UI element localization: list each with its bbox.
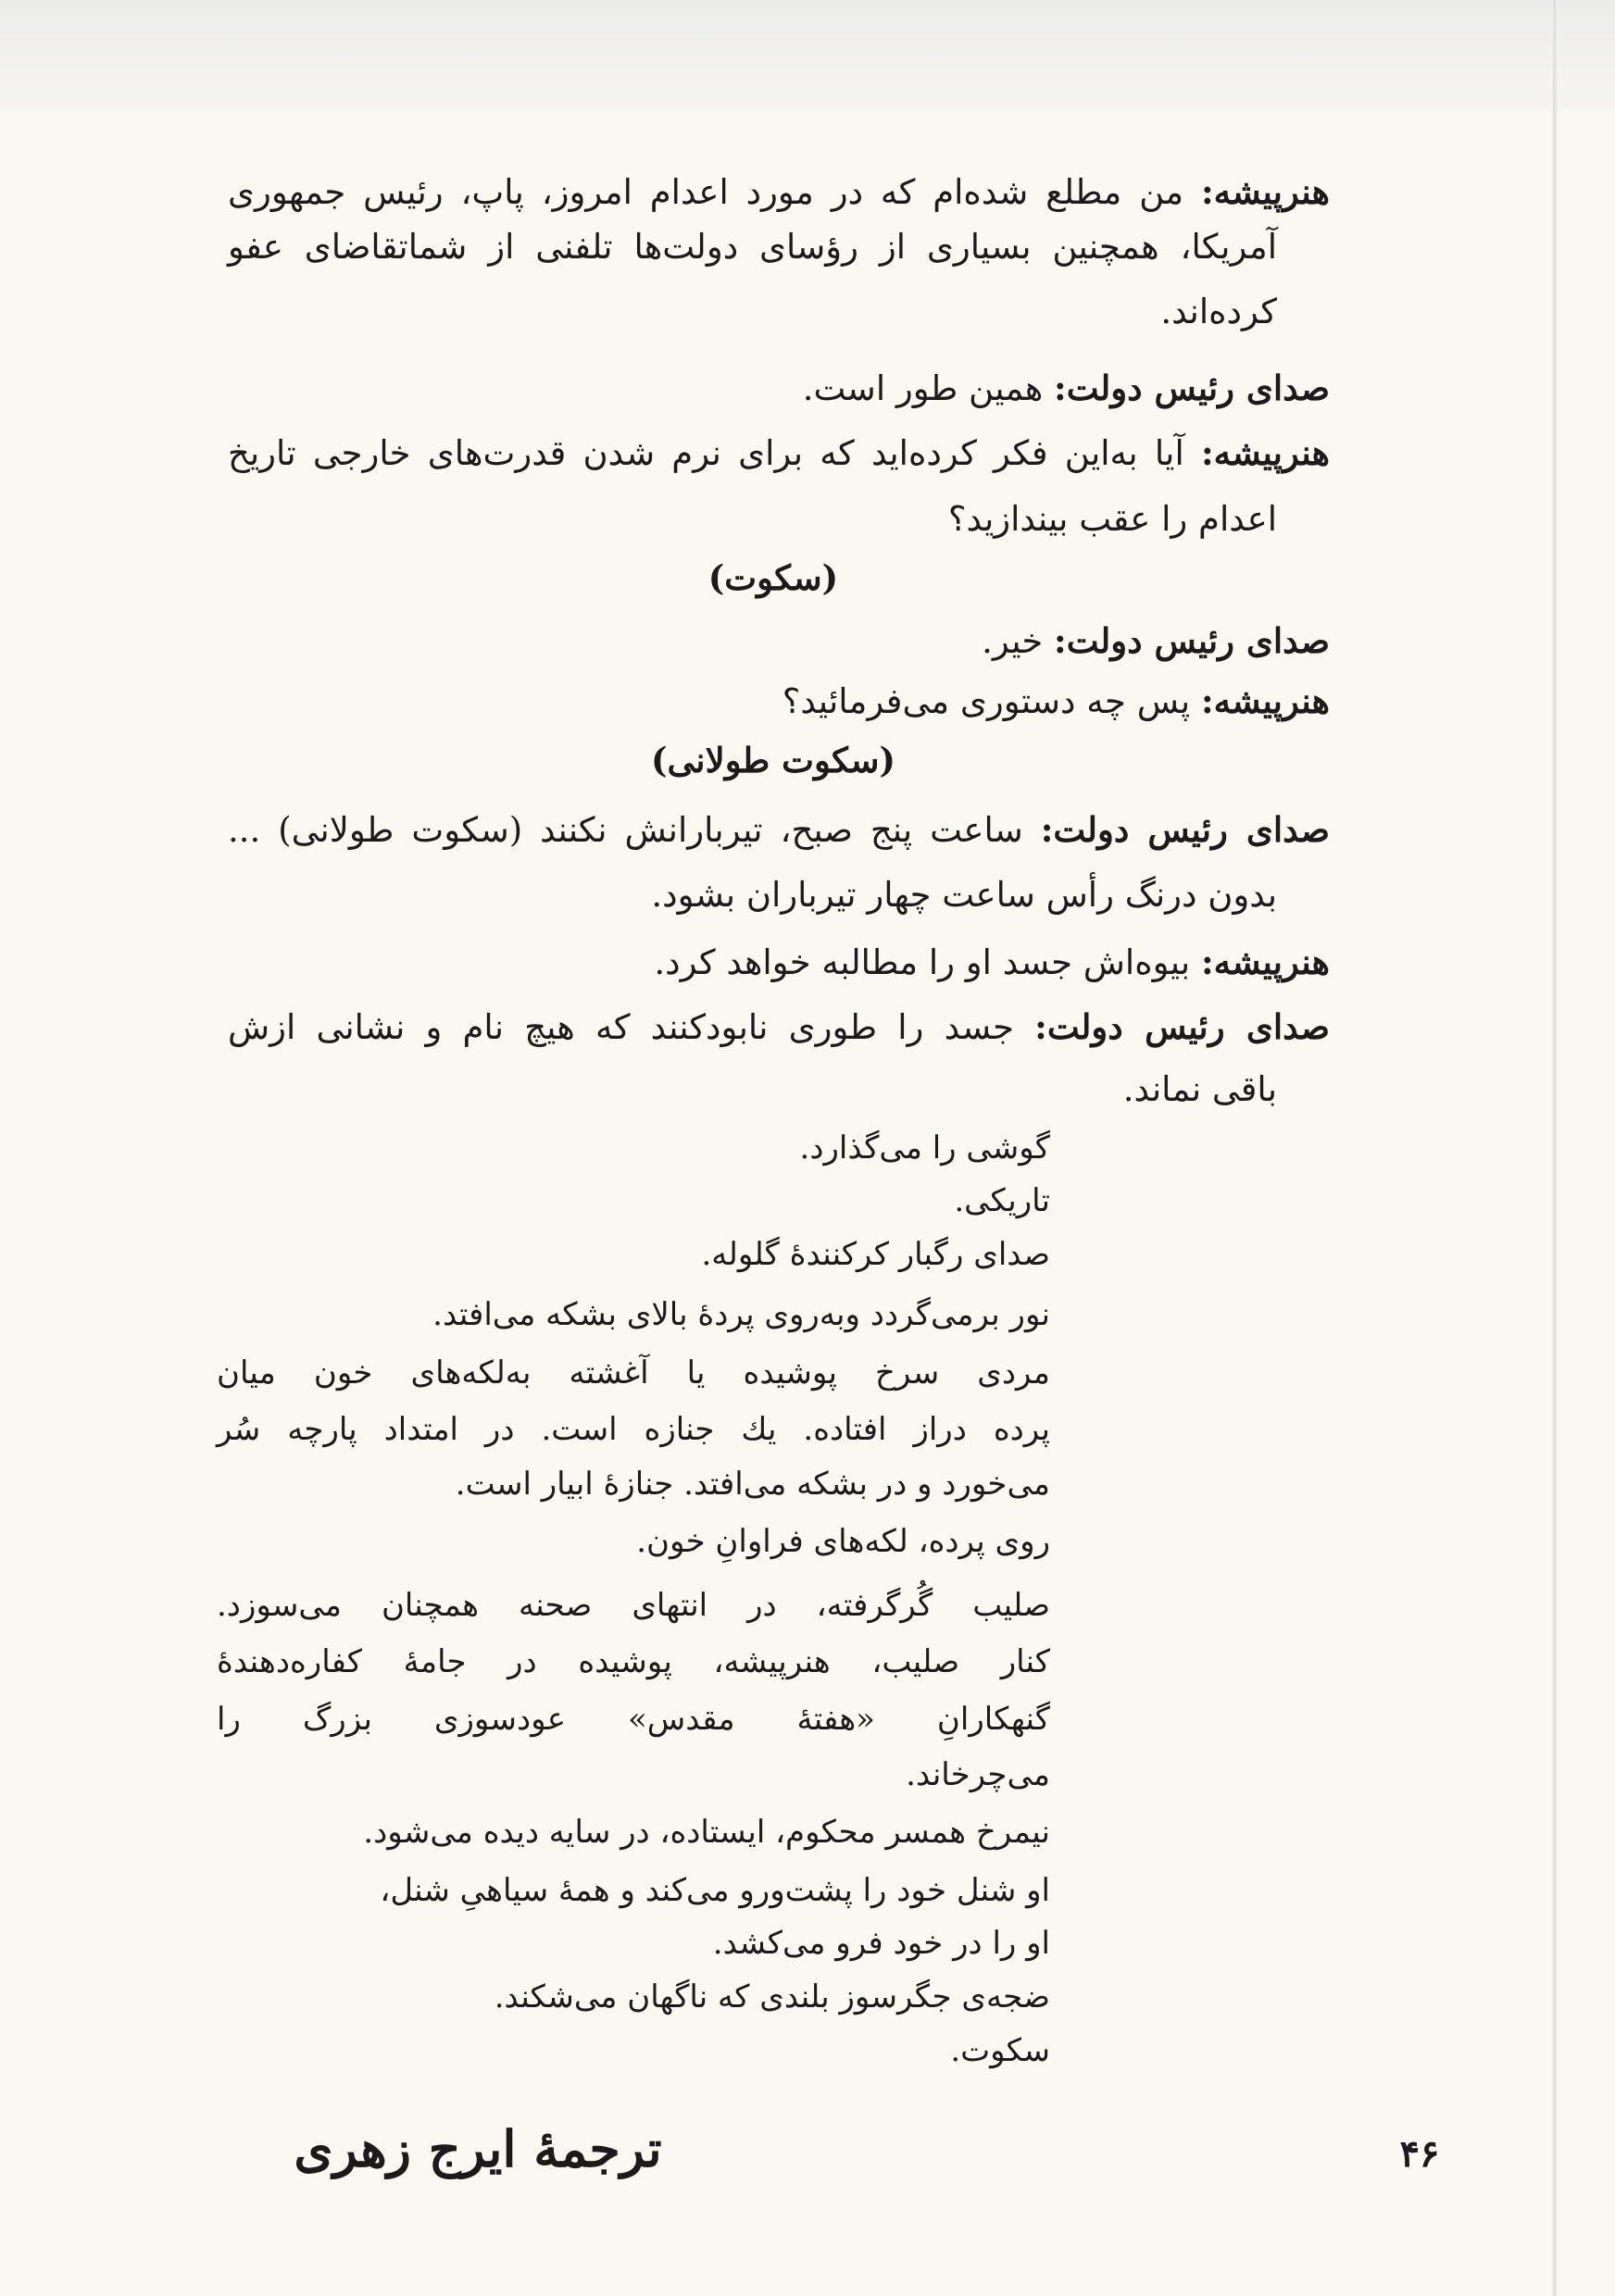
- stage-direction: گنهکارانِ «هفتهٔ مقدس» عودسوزی بزرگ را: [217, 1701, 1050, 1738]
- speaker-label: صدای رئیس دولت:: [1054, 620, 1330, 661]
- stage-direction: پرده دراز افتاده. یك جنازه است. در امتداد پارچه سُر: [217, 1411, 1050, 1448]
- speaker-label: هنرپیشه:: [1200, 942, 1330, 982]
- stage-direction: مردی سرخ پوشیده یا آغشته به‌لکه‌های خون میان: [217, 1354, 1050, 1391]
- stage-direction: نور برمی‌گردد وبه‌روی پردهٔ بالای بشکه می‌افتد.: [432, 1296, 1050, 1333]
- dialogue-line: [228, 497, 1277, 542]
- speaker-label: صدای رئیس دولت:: [1040, 809, 1331, 850]
- stage-direction: می‌خورد و در بشکه می‌افتد. جنازهٔ ابیار است.: [455, 1466, 1050, 1503]
- dialogue-text: آیا به‌این فکر کرده‌اید که برای نرم شدن قدرت‌های خارجی تاریخ: [228, 433, 1184, 473]
- dialogue-line: [228, 679, 1330, 724]
- dialogue-text: جسد را طوری نابودکنند که هیچ نام و نشانی ازش: [228, 1007, 1014, 1047]
- stage-direction: صدای رگبار کرکنندهٔ گلوله.: [701, 1236, 1050, 1273]
- dialogue-line: [228, 225, 1277, 269]
- speaker-label: هنرپیشه:: [1200, 432, 1331, 473]
- stage-direction: ضجه‌ی جگرسوز بلندی که ناگهان می‌شکند.: [494, 1978, 1050, 2015]
- page-number: ۴۶: [1399, 2132, 1440, 2176]
- stage-direction: صلیب گُرگرفته، در انتهای صحنه همچنان می‌سوزد.: [217, 1587, 1050, 1624]
- dialogue-text: آمریکا، همچنین بسیاری از رؤسای دولت‌ها تلفنی از شماتقاضای عفو: [228, 227, 1277, 267]
- speaker-label: هنرپیشه:: [1200, 171, 1331, 212]
- dialogue-line: [228, 873, 1277, 917]
- dialogue-line: [228, 366, 1330, 411]
- dialogue-line: [228, 430, 1330, 476]
- dialogue-text: بدون درنگ رأس ساعت چهار تیرباران بشود.: [651, 875, 1277, 915]
- paper-edge: [1552, 0, 1558, 2296]
- stage-direction: کنار صلیب، هنرپیشه، پوشیده در جامهٔ کفاره‌دهندهٔ: [217, 1643, 1050, 1680]
- dialogue-text: اعدام را عقب بیندازید؟: [947, 499, 1277, 539]
- stage-direction: او را در خود فرو می‌کشد.: [712, 1925, 1050, 1962]
- dialogue-line: [228, 940, 1330, 985]
- stage-direction: سکوت.: [950, 2032, 1050, 2069]
- dialogue-line: [228, 1067, 1277, 1112]
- dialogue-text: همین طور است.: [802, 368, 1044, 408]
- speaker-label: صدای رئیس دولت:: [1034, 1006, 1331, 1047]
- dialogue-text: باقی نماند.: [1122, 1069, 1277, 1109]
- speaker-label: هنرپیشه:: [1200, 680, 1330, 721]
- stage-note: (سکوت طولانی): [650, 740, 896, 780]
- paper-top-band: [0, 0, 1615, 111]
- dialogue-text: ساعت پنج صبح، تیربارانش نکنند (سکوت طولانی) ...: [228, 810, 1023, 850]
- stage-direction: نیمرخ همسر محکوم، ایستاده، در سایه دیده می‌شود.: [363, 1814, 1050, 1851]
- dialogue-line: [228, 618, 1330, 664]
- stage-note: (سکوت): [707, 557, 839, 598]
- stage-direction: تاریکی.: [954, 1182, 1050, 1219]
- dialogue-line: [228, 1004, 1330, 1050]
- dialogue-line: [228, 169, 1330, 215]
- stage-direction: گوشی را می‌گذارد.: [799, 1129, 1050, 1167]
- dialogue-line: [228, 290, 1277, 334]
- dialogue-text: کرده‌اند.: [1160, 292, 1277, 331]
- stage-direction: او شنل خود را پشت‌ورو می‌کند و همهٔ سیاهیِ شنل،: [380, 1872, 1050, 1909]
- translator-credit: ترجمهٔ ایرج زهری: [294, 2119, 662, 2178]
- stage-direction: روی پرده، لکه‌های فراوانِ خون.: [636, 1523, 1050, 1560]
- speaker-label: صدای رئیس دولت:: [1054, 368, 1330, 408]
- dialogue-text: خیر.: [982, 621, 1044, 661]
- dialogue-text: من مطلع شده‌ام که در مورد اعدام امروز، پاپ، رئیس جمهوری: [228, 172, 1184, 212]
- stage-direction: می‌چرخاند.: [906, 1756, 1050, 1793]
- dialogue-text: پس چه دستوری می‌فرمائید؟: [782, 681, 1191, 721]
- dialogue-line: [228, 807, 1330, 853]
- dialogue-text: بیوه‌اش جسد او را مطالبه خواهد کرد.: [654, 942, 1191, 982]
